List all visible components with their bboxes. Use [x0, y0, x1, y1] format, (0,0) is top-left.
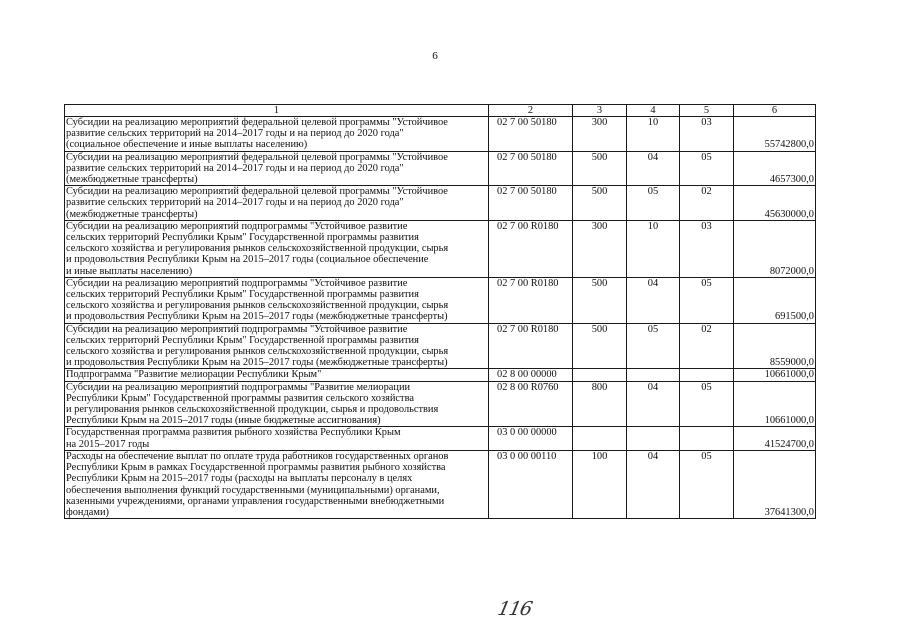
row-description: [65, 369, 489, 381]
row-section: 04: [627, 151, 680, 186]
table-row: [65, 117, 816, 152]
table-row: [65, 220, 816, 277]
description-line: обеспечения выполнения функций государственными (муниципальными) органами,: [66, 484, 440, 496]
description-line: Субсидии на реализацию мероприятий федеральной целевой программы "Устойчивое: [66, 117, 448, 128]
row-expense-type: 100: [573, 450, 627, 518]
description-line: и продовольствия Республики Крым на 2015–2017 годы (межбюджетные трансферты): [66, 311, 448, 323]
description-line: сельского хозяйства и регулирования рынков сельскохозяйственной продукции, сырья: [66, 243, 449, 255]
row-description: [65, 277, 489, 323]
row-description: [65, 151, 489, 186]
description-line: и регулирования рынков сельскохозяйственной продукции, сырья и продовольствия: [66, 404, 439, 416]
table-row: [65, 427, 816, 450]
row-amount: 55742800,0: [734, 117, 816, 152]
row-section: 10: [627, 117, 680, 152]
row-expense-type: 300: [573, 117, 627, 152]
row-target-code: 02 7 00 R0180: [489, 323, 573, 369]
description-line: и продовольствия Республики Крым на 2015–2017 годы (социальное обеспечение: [66, 254, 429, 266]
row-amount: 8072000,0: [734, 220, 816, 277]
row-target-code: 02 7 00 50180: [489, 117, 573, 152]
row-subsection: 05: [680, 277, 734, 323]
description-line: Расходы на обеспечение выплат по оплате труда работников государственных органов: [66, 450, 449, 462]
description-line: Субсидии на реализацию мероприятий федеральной целевой программы "Устойчивое: [66, 151, 448, 163]
row-expense-type: 500: [573, 277, 627, 323]
table-row: [65, 369, 816, 381]
description-line: развитие сельских территорий на 2014–2017 годы и на период до 2020 года": [66, 128, 404, 140]
row-expense-type: 500: [573, 323, 627, 369]
row-amount: 10661000,0: [734, 369, 816, 381]
description-line: (межбюджетные трансферты): [66, 208, 198, 220]
description-line: сельских территорий Республики Крым" Государственной программы развития: [66, 334, 419, 346]
handwritten-page-mark: 116: [495, 598, 534, 620]
description-line: (социальное обеспечение и иные выплаты населению): [66, 139, 308, 151]
column-header: 4: [627, 105, 680, 117]
row-subsection: 05: [680, 381, 734, 427]
row-amount: 4657300,0: [734, 151, 816, 186]
row-subsection: 02: [680, 323, 734, 369]
row-amount: 8559000,0: [734, 323, 816, 369]
row-target-code: 02 7 00 50180: [489, 151, 573, 186]
row-description: [65, 186, 489, 221]
row-subsection: 05: [680, 450, 734, 518]
row-section: 10: [627, 220, 680, 277]
row-description: [65, 117, 489, 152]
table-row: [65, 186, 816, 221]
table-row: [65, 151, 816, 186]
row-subsection: [680, 369, 734, 381]
row-section: 04: [627, 450, 680, 518]
row-section: 05: [627, 186, 680, 221]
column-header: 6: [734, 105, 816, 117]
row-amount: 691500,0: [734, 277, 816, 323]
row-subsection: 05: [680, 151, 734, 186]
row-section: 04: [627, 277, 680, 323]
row-expense-type: [573, 369, 627, 381]
description-line: (межбюджетные трансферты): [66, 174, 198, 186]
row-expense-type: [573, 427, 627, 450]
row-subsection: 03: [680, 117, 734, 152]
column-header: 3: [573, 105, 627, 117]
column-header: 2: [489, 105, 573, 117]
row-expense-type: 500: [573, 186, 627, 221]
description-line: и иные выплаты населению): [66, 265, 193, 277]
description-line: Республики Крым в рамках Государственной программы развития рыбного хозяйства: [66, 462, 446, 474]
row-expense-type: 500: [573, 151, 627, 186]
description-line: сельского хозяйства и регулирования рынков сельскохозяйственной продукции, сырья: [66, 346, 449, 358]
description-line: фондами): [66, 506, 109, 518]
row-description: [65, 323, 489, 369]
description-line: развитие сельских территорий на 2014–2017 годы и на период до 2020 года": [66, 162, 404, 174]
description-line: Субсидии на реализацию мероприятий подпрограммы "Устойчивое развитие: [66, 220, 408, 232]
row-subsection: [680, 427, 734, 450]
description-line: Субсидии на реализацию мероприятий подпрограммы "Развитие мелиорации: [66, 381, 411, 393]
row-amount: 37641300,0: [734, 450, 816, 518]
row-target-code: 03 0 00 00110: [489, 450, 573, 518]
table-row: [65, 323, 816, 369]
budget-table: [64, 104, 816, 519]
description-line: Субсидии на реализацию мероприятий подпрограммы "Устойчивое развитие: [66, 323, 408, 335]
page-number: 6: [432, 50, 438, 62]
description-line: Подпрограмма "Развитие мелиорации Республики Крым": [66, 369, 322, 381]
row-description: [65, 450, 489, 518]
row-target-code: 02 8 00 00000: [489, 369, 573, 381]
row-target-code: 02 7 00 R0180: [489, 220, 573, 277]
row-amount: 45630000,0: [734, 186, 816, 221]
row-description: [65, 220, 489, 277]
description-line: сельских территорий Республики Крым" Государственной программы развития: [66, 232, 419, 244]
row-amount: 10661000,0: [734, 381, 816, 427]
row-expense-type: 800: [573, 381, 627, 427]
row-target-code: 02 7 00 R0180: [489, 277, 573, 323]
description-line: сельских территорий Республики Крым" Государственной программы развития: [66, 289, 419, 301]
table-row: [65, 381, 816, 427]
row-section: [627, 369, 680, 381]
description-line: развитие сельских территорий на 2014–2017 годы и на период до 2020 года": [66, 197, 404, 209]
column-header: 5: [680, 105, 734, 117]
row-target-code: 03 0 00 00000: [489, 427, 573, 450]
description-line: и продовольствия Республики Крым на 2015–2017 годы (межбюджетные трансферты): [66, 357, 448, 369]
row-expense-type: 300: [573, 220, 627, 277]
row-description: [65, 427, 489, 450]
description-line: казенными учреждениями, органами управления государственными внебюджетными: [66, 495, 445, 507]
description-line: Субсидии на реализацию мероприятий подпрограммы "Устойчивое развитие: [66, 277, 408, 289]
row-section: [627, 427, 680, 450]
description-line: на 2015–2017 годы: [66, 438, 150, 450]
description-line: Республики Крым" Государственной программы развития сельского хозяйства: [66, 392, 414, 404]
description-line: Республики Крым на 2015–2017 годы (иные бюджетные ассигнования): [66, 415, 381, 427]
column-header: 1: [65, 105, 489, 117]
description-line: Государственная программа развития рыбного хозяйства Республики Крым: [66, 427, 401, 439]
row-section: 05: [627, 323, 680, 369]
row-subsection: 02: [680, 186, 734, 221]
table-header-row: [65, 105, 816, 117]
description-line: Республики Крым на 2015–2017 годы (расходы на выплаты персоналу в целях: [66, 473, 413, 485]
row-target-code: 02 8 00 R0760: [489, 381, 573, 427]
row-description: [65, 381, 489, 427]
table-row: [65, 450, 816, 518]
table-row: [65, 277, 816, 323]
description-line: сельского хозяйства и регулирования рынков сельскохозяйственной продукции, сырья: [66, 300, 449, 312]
row-section: 04: [627, 381, 680, 427]
row-amount: 41524700,0: [734, 427, 816, 450]
row-target-code: 02 7 00 50180: [489, 186, 573, 221]
description-line: Субсидии на реализацию мероприятий федеральной целевой программы "Устойчивое: [66, 186, 448, 198]
row-subsection: 03: [680, 220, 734, 277]
